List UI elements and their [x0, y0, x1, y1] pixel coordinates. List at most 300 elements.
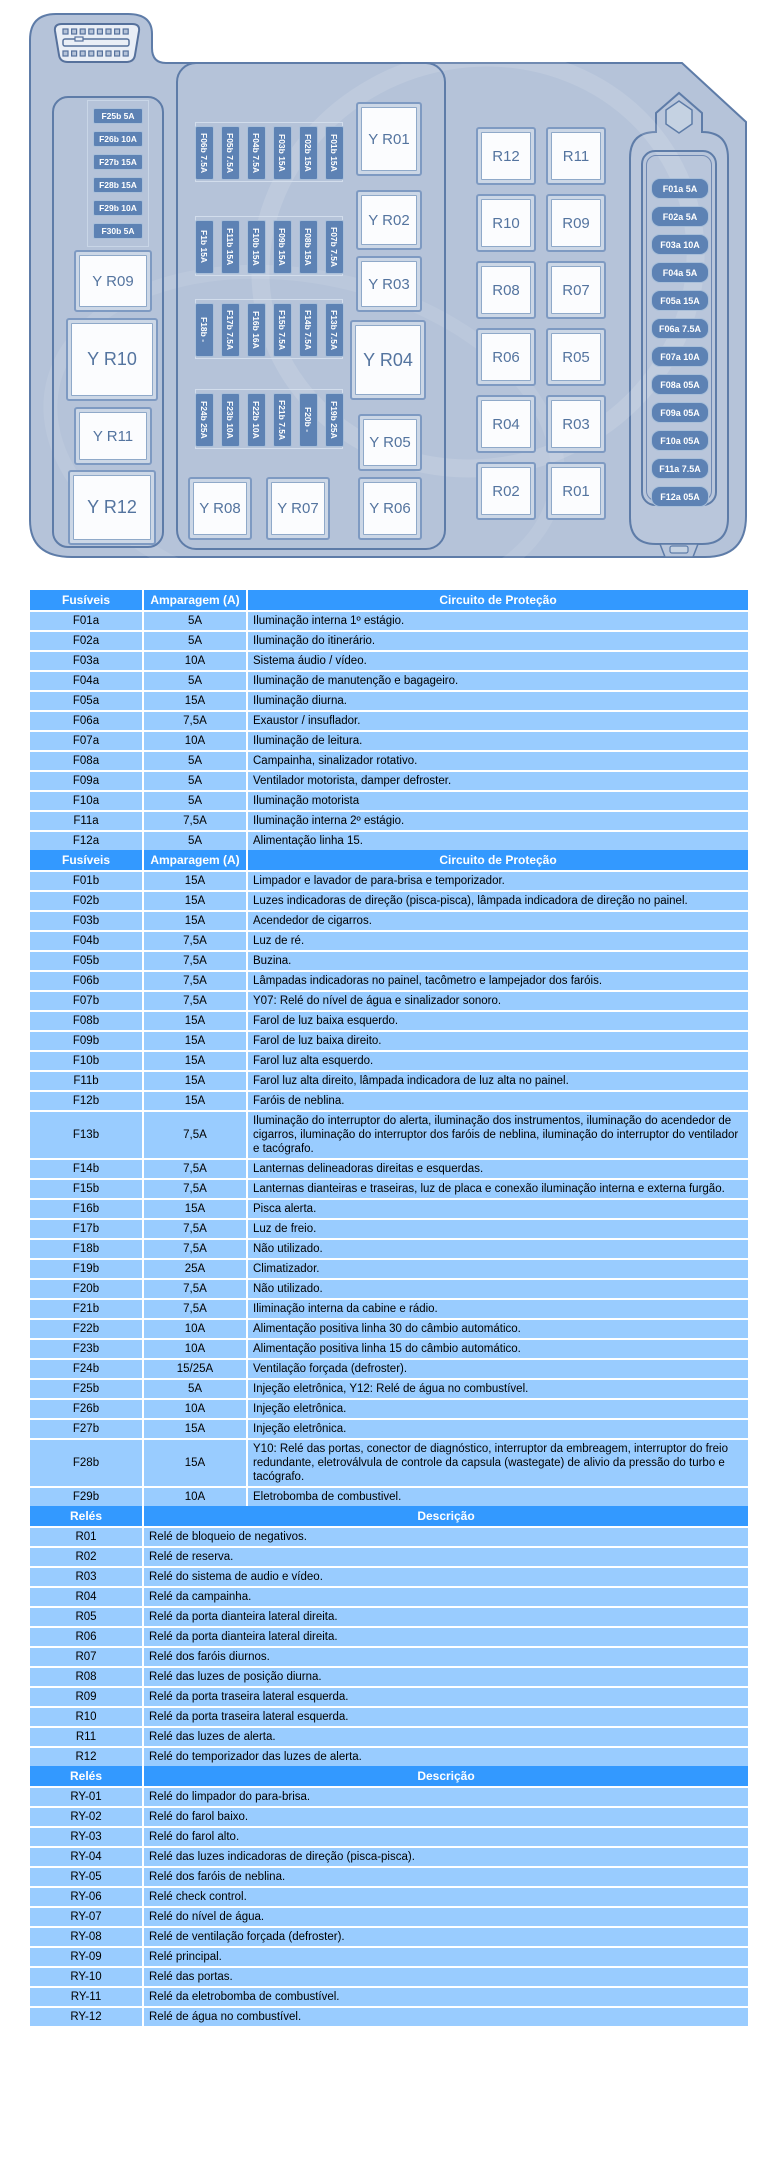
table-row: [30, 792, 748, 810]
table-row: [30, 1908, 748, 1926]
relay-id-cell: RY-04: [30, 1848, 142, 1866]
table-row: [30, 1340, 748, 1358]
table-row: [30, 652, 748, 670]
relay-id-cell: RY-08: [30, 1928, 142, 1946]
amperage-cell: 15A: [144, 1052, 246, 1070]
table-row: [30, 1588, 748, 1606]
relay-box-yr04: Y R04: [350, 320, 426, 400]
relay-box-yr06: Y R06: [358, 477, 422, 540]
connector-fuse-bank: [651, 178, 709, 507]
table-row: [30, 1988, 748, 2006]
relay-id-cell: RY-01: [30, 1788, 142, 1806]
circuit-cell: Luz de ré.: [248, 932, 748, 950]
amperage-cell: 5A: [144, 672, 246, 690]
table-row: [30, 1072, 748, 1090]
description-cell: Relé do limpador do para-brisa.: [144, 1788, 748, 1806]
header-description: Descrição: [144, 1766, 748, 1786]
fuse-id-cell: F03a: [30, 652, 142, 670]
relay-box-yr02: Y R02: [356, 190, 422, 250]
fuse-label: F03b 15A: [273, 126, 292, 180]
circuit-cell: Sistema áudio / vídeo.: [248, 652, 748, 670]
circuit-cell: Luz de freio.: [248, 1220, 748, 1238]
table-row: [30, 1400, 748, 1418]
fuse-id-cell: F11b: [30, 1072, 142, 1090]
amperage-cell: 25A: [144, 1260, 246, 1278]
fuse-label: F10a 05A: [651, 430, 709, 451]
table-row: [30, 932, 748, 950]
fuse-id-cell: F03b: [30, 912, 142, 930]
circuit-cell: Iluminação de leitura.: [248, 732, 748, 750]
fuse-label: F08b 15A: [299, 220, 318, 274]
circuit-cell: Injeção eletrônica, Y12: Relé de água no combustível.: [248, 1380, 748, 1398]
circuit-cell: Iluminação do interruptor do alerta, iluminação dos instrumentos, iluminação do acendedor de cigarros, iluminação do interruptor dos faróis de neblina, iluminação do interruptor do ventilador e tacógrafo.: [248, 1112, 748, 1158]
relay-id-cell: RY-05: [30, 1868, 142, 1886]
relay-box-yr01: Y R01: [356, 102, 422, 176]
description-cell: Relé principal.: [144, 1948, 748, 1966]
circuit-cell: Y10: Relé das portas, conector de diagnóstico, interruptor da embreagem, interruptor do freio redundante, eletroválvula de controle da capsula (wastegate) de alivio da pressão do turbo e tacógrafo.: [248, 1440, 748, 1486]
relay-box-yr03: Y R03: [356, 256, 422, 312]
description-cell: Relé das luzes de posição diurna.: [144, 1668, 748, 1686]
table-row: [30, 832, 748, 850]
amperage-cell: 15/25A: [144, 1360, 246, 1378]
fuse-label: F27b 15A: [93, 154, 143, 170]
fuse-label: F12a 05A: [651, 486, 709, 507]
fuse-id-cell: F18b: [30, 1240, 142, 1258]
fuse-label: F26b 10A: [93, 131, 143, 147]
relay-id-cell: RY-09: [30, 1948, 142, 1966]
amperage-cell: 7,5A: [144, 1280, 246, 1298]
table-row: [30, 1240, 748, 1258]
table-row: [30, 1688, 748, 1706]
fuse-label: F08a 05A: [651, 374, 709, 395]
fuse-label: F22b 10A: [247, 393, 266, 447]
fuse-id-cell: F04b: [30, 932, 142, 950]
table-row: [30, 1708, 748, 1726]
circuit-cell: Iluminação diurna.: [248, 692, 748, 710]
table-header-row: [30, 1766, 748, 1786]
fuse-id-cell: F05a: [30, 692, 142, 710]
fuse-label: F19b 25A: [325, 393, 344, 447]
fuse-id-cell: F07a: [30, 732, 142, 750]
fuse-id-cell: F13b: [30, 1112, 142, 1158]
relay-id-cell: RY-03: [30, 1828, 142, 1846]
table-row: [30, 912, 748, 930]
fuse-id-cell: F02b: [30, 892, 142, 910]
table-row: [30, 1868, 748, 1886]
fuse-id-cell: F24b: [30, 1360, 142, 1378]
fuse-label: F01b 15A: [325, 126, 344, 180]
table-row: [30, 1380, 748, 1398]
table-row: [30, 1748, 748, 1766]
fuse-id-cell: F23b: [30, 1340, 142, 1358]
fuse-id-cell: F09b: [30, 1032, 142, 1050]
fuse-label: F02a 5A: [651, 206, 709, 227]
fuse-label: F13b 7.5A: [325, 303, 344, 357]
table-row: [30, 1360, 748, 1378]
table-row: [30, 1160, 748, 1178]
table-row: [30, 1112, 748, 1158]
fuse-id-cell: F28b: [30, 1440, 142, 1486]
table-row: [30, 1608, 748, 1626]
amperage-cell: 7,5A: [144, 932, 246, 950]
table-row: [30, 2008, 748, 2026]
relay-box-yr12: Y R12: [68, 470, 156, 545]
fuse-label: F24b 25A: [195, 393, 214, 447]
amperage-cell: 5A: [144, 632, 246, 650]
amperage-cell: 15A: [144, 1420, 246, 1438]
table-row: [30, 1928, 748, 1946]
fuse-id-cell: F01b: [30, 872, 142, 890]
relay-id-cell: R11: [30, 1728, 142, 1746]
table-row: [30, 992, 748, 1010]
description-cell: Relé da porta dianteira lateral direita.: [144, 1628, 748, 1646]
fuse-id-cell: F07b: [30, 992, 142, 1010]
description-cell: Relé dos faróis de neblina.: [144, 1868, 748, 1886]
relay-id-cell: R06: [30, 1628, 142, 1646]
description-cell: Relé check control.: [144, 1888, 748, 1906]
relay-id-cell: R10: [30, 1708, 142, 1726]
fuse-label: F17b 7.5A: [221, 303, 240, 357]
fuse-bank-left: [87, 100, 149, 247]
amperage-cell: 7,5A: [144, 992, 246, 1010]
fuse-label: F16b 16A: [247, 303, 266, 357]
header-amperage: Amparagem (A): [144, 590, 246, 610]
fuse-label: F01a 5A: [651, 178, 709, 199]
housing-bottom-hole: [670, 546, 688, 553]
fuse-label: F09b 15A: [273, 220, 292, 274]
table-header-row: [30, 590, 748, 610]
description-cell: Relé da porta dianteira lateral direita.: [144, 1608, 748, 1626]
amperage-cell: 15A: [144, 1012, 246, 1030]
circuit-cell: Acendedor de cigarros.: [248, 912, 748, 930]
fuse-label: F05b 7.5A: [221, 126, 240, 180]
circuit-cell: Ventilador motorista, damper defroster.: [248, 772, 748, 790]
fuse-id-cell: F11a: [30, 812, 142, 830]
relay-box-yr05: Y R05: [358, 414, 422, 471]
amperage-cell: 15A: [144, 872, 246, 890]
fuse-id-cell: F22b: [30, 1320, 142, 1338]
header-relays: Relés: [30, 1506, 142, 1526]
description-cell: Relé do sistema de audio e vídeo.: [144, 1568, 748, 1586]
amperage-cell: 7,5A: [144, 812, 246, 830]
fuse-label: F07b 7.5A: [325, 220, 344, 274]
table-row: [30, 1420, 748, 1438]
relay-box-yr08: Y R08: [188, 477, 252, 540]
amperage-cell: 5A: [144, 772, 246, 790]
table-row: [30, 1828, 748, 1846]
fuse-label: F30b 5A: [93, 223, 143, 239]
fuse-label: F25b 5A: [93, 108, 143, 124]
circuit-cell: Y07: Relé do nível de água e sinalizador sonoro.: [248, 992, 748, 1010]
fuse-table-b: [30, 850, 748, 1506]
description-cell: Relé do farol baixo.: [144, 1808, 748, 1826]
amperage-cell: 10A: [144, 1320, 246, 1338]
relay-box-yr09: Y R09: [74, 250, 152, 312]
fuse-strip-row4: [195, 389, 343, 449]
relay-box: R11: [546, 127, 606, 185]
header-fuses: Fusíveis: [30, 850, 142, 870]
amperage-cell: 15A: [144, 1200, 246, 1218]
table-row: [30, 612, 748, 630]
relay-box: R05: [546, 328, 606, 386]
table-row: [30, 1280, 748, 1298]
table-row: [30, 752, 748, 770]
relay-id-cell: RY-10: [30, 1968, 142, 1986]
table-row: [30, 892, 748, 910]
amperage-cell: 7,5A: [144, 1220, 246, 1238]
header-relays: Relés: [30, 1766, 142, 1786]
circuit-cell: Exaustor / insuflador.: [248, 712, 748, 730]
fuse-id-cell: F15b: [30, 1180, 142, 1198]
fuse-id-cell: F02a: [30, 632, 142, 650]
description-cell: Relé do farol alto.: [144, 1828, 748, 1846]
description-cell: Relé da porta traseira lateral esquerda.: [144, 1708, 748, 1726]
table-row: [30, 952, 748, 970]
header-circuit: Circuito de Proteção: [248, 850, 748, 870]
circuit-cell: Limpador e lavador de para-brisa e temporizador.: [248, 872, 748, 890]
circuit-cell: Alimentação linha 15.: [248, 832, 748, 850]
fuse-label: F05a 15A: [651, 290, 709, 311]
circuit-cell: Lâmpadas indicadoras no painel, tacômetro e lampejador dos faróis.: [248, 972, 748, 990]
circuit-cell: Iluminação do itinerário.: [248, 632, 748, 650]
description-cell: Relé de ventilação forçada (defroster).: [144, 1928, 748, 1946]
amperage-cell: 15A: [144, 1092, 246, 1110]
description-cell: Relé da eletrobomba de combustível.: [144, 1988, 748, 2006]
relay-grid: [476, 127, 606, 520]
circuit-cell: Farol de luz baixa direito.: [248, 1032, 748, 1050]
table-row: [30, 1300, 748, 1318]
table-row: [30, 1320, 748, 1338]
amperage-cell: 7,5A: [144, 1112, 246, 1158]
table-row: [30, 972, 748, 990]
relay-box: R12: [476, 127, 536, 185]
fuse-label: F02b 15A: [299, 126, 318, 180]
relay-box: R02: [476, 462, 536, 520]
table-row: [30, 1548, 748, 1566]
amperage-cell: 15A: [144, 1440, 246, 1486]
amperage-cell: 10A: [144, 732, 246, 750]
amperage-cell: 5A: [144, 832, 246, 850]
header-amperage: Amparagem (A): [144, 850, 246, 870]
circuit-cell: Lanternas dianteiras e traseiras, luz de placa e conexão iluminação interna e externa furgão.: [248, 1180, 748, 1198]
amperage-cell: 7,5A: [144, 1160, 246, 1178]
table-row: [30, 1180, 748, 1198]
relay-box: R01: [546, 462, 606, 520]
fuse-id-cell: F21b: [30, 1300, 142, 1318]
description-cell: Relé das luzes indicadoras de direção (pisca-pisca).: [144, 1848, 748, 1866]
relay-box: R10: [476, 194, 536, 252]
table-header-row: [30, 1506, 748, 1526]
circuit-cell: Luzes indicadoras de direção (pisca-pisca), lâmpada indicadora de direção no painel.: [248, 892, 748, 910]
fuse-id-cell: F16b: [30, 1200, 142, 1218]
amperage-cell: 7,5A: [144, 1300, 246, 1318]
fuse-id-cell: F06a: [30, 712, 142, 730]
fuse-id-cell: F06b: [30, 972, 142, 990]
fuse-id-cell: F14b: [30, 1160, 142, 1178]
table-row: [30, 672, 748, 690]
description-cell: Relé do nível de água.: [144, 1908, 748, 1926]
circuit-cell: Alimentação positiva linha 30 do câmbio automático.: [248, 1320, 748, 1338]
table-row: [30, 1488, 748, 1506]
description-cell: Relé do temporizador das luzes de alerta.: [144, 1748, 748, 1766]
circuit-cell: Iluminação interna 1º estágio.: [248, 612, 748, 630]
table-row: [30, 1788, 748, 1806]
fuse-id-cell: F26b: [30, 1400, 142, 1418]
circuit-cell: Não utilizado.: [248, 1280, 748, 1298]
relay-id-cell: R04: [30, 1588, 142, 1606]
header-fuses: Fusíveis: [30, 590, 142, 610]
table-row: [30, 1628, 748, 1646]
table-row: [30, 1648, 748, 1666]
fuse-id-cell: F25b: [30, 1380, 142, 1398]
description-cell: Relé da porta traseira lateral esquerda.: [144, 1688, 748, 1706]
fuse-id-cell: F12a: [30, 832, 142, 850]
fuse-label: F06b 7.5A: [195, 126, 214, 180]
fuse-id-cell: F17b: [30, 1220, 142, 1238]
table-row: [30, 1848, 748, 1866]
fuse-id-cell: F19b: [30, 1260, 142, 1278]
fuse-label: F14b 7.5A: [299, 303, 318, 357]
table-row: [30, 712, 748, 730]
fuse-label: F1b 15A: [195, 220, 214, 274]
fuse-label: F03a 10A: [651, 234, 709, 255]
fuse-label: F10b 15A: [247, 220, 266, 274]
table-row: [30, 1092, 748, 1110]
circuit-cell: Farol luz alta esquerdo.: [248, 1052, 748, 1070]
amperage-cell: 7,5A: [144, 1240, 246, 1258]
header-description: Descrição: [144, 1506, 748, 1526]
relay-id-cell: RY-11: [30, 1988, 142, 2006]
circuit-cell: Iliminação interna da cabine e rádio.: [248, 1300, 748, 1318]
table-row: [30, 1728, 748, 1746]
table-row: [30, 1808, 748, 1826]
relay-id-cell: R05: [30, 1608, 142, 1626]
relay-id-cell: RY-02: [30, 1808, 142, 1826]
fuse-id-cell: F12b: [30, 1092, 142, 1110]
circuit-cell: Farol luz alta direito, lâmpada indicadora de luz alta no painel.: [248, 1072, 748, 1090]
description-cell: Relé dos faróis diurnos.: [144, 1648, 748, 1666]
circuit-cell: Lanternas delineadoras direitas e esquerdas.: [248, 1160, 748, 1178]
circuit-cell: Eletrobomba de combustivel.: [248, 1488, 748, 1506]
fuse-id-cell: F08b: [30, 1012, 142, 1030]
circuit-cell: Injeção eletrônica.: [248, 1420, 748, 1438]
fuse-id-cell: F01a: [30, 612, 142, 630]
circuit-cell: Ventilação forçada (defroster).: [248, 1360, 748, 1378]
table-row: [30, 1888, 748, 1906]
fuse-id-cell: F08a: [30, 752, 142, 770]
circuit-cell: Não utilizado.: [248, 1240, 748, 1258]
circuit-cell: Farol de luz baixa esquerdo.: [248, 1012, 748, 1030]
fuse-id-cell: F04a: [30, 672, 142, 690]
amperage-cell: 5A: [144, 792, 246, 810]
amperage-cell: 7,5A: [144, 972, 246, 990]
circuit-cell: Pisca alerta.: [248, 1200, 748, 1218]
table-row: [30, 872, 748, 890]
amperage-cell: 10A: [144, 652, 246, 670]
relay-id-cell: R08: [30, 1668, 142, 1686]
fuse-box-diagram: [0, 0, 776, 575]
table-row: [30, 1032, 748, 1050]
relay-table-ry: [30, 1766, 748, 2026]
circuit-cell: Iluminação interna 2º estágio.: [248, 812, 748, 830]
relay-id-cell: R02: [30, 1548, 142, 1566]
relay-id-cell: RY-07: [30, 1908, 142, 1926]
amperage-cell: 7,5A: [144, 1180, 246, 1198]
table-row: [30, 1668, 748, 1686]
fuse-strip-row3: [195, 299, 343, 359]
relay-id-cell: R09: [30, 1688, 142, 1706]
amperage-cell: 7,5A: [144, 952, 246, 970]
fuse-id-cell: F10a: [30, 792, 142, 810]
table-row: [30, 1968, 748, 1986]
fuse-label: F11b 15A: [221, 220, 240, 274]
description-cell: Relé da campainha.: [144, 1588, 748, 1606]
fuse-label: F04a 5A: [651, 262, 709, 283]
relay-id-cell: R03: [30, 1568, 142, 1586]
amperage-cell: 10A: [144, 1340, 246, 1358]
relay-box: R06: [476, 328, 536, 386]
fuse-label: F07a 10A: [651, 346, 709, 367]
amperage-cell: 15A: [144, 1072, 246, 1090]
amperage-cell: 10A: [144, 1400, 246, 1418]
relay-table-r: [30, 1506, 748, 1766]
circuit-cell: Iluminação de manutenção e bagageiro.: [248, 672, 748, 690]
table-row: [30, 1528, 748, 1546]
table-row: [30, 812, 748, 830]
relay-box: R03: [546, 395, 606, 453]
table-row: [30, 1568, 748, 1586]
table-row: [30, 732, 748, 750]
fuse-label: F15b 7.5A: [273, 303, 292, 357]
amperage-cell: 7,5A: [144, 712, 246, 730]
amperage-cell: 15A: [144, 692, 246, 710]
fuse-id-cell: F10b: [30, 1052, 142, 1070]
description-cell: Relé das portas.: [144, 1968, 748, 1986]
fuse-label: F29b 10A: [93, 200, 143, 216]
fuse-label: F28b 15A: [93, 177, 143, 193]
fuse-id-cell: F27b: [30, 1420, 142, 1438]
amperage-cell: 15A: [144, 892, 246, 910]
obd-connector-icon: [55, 24, 139, 62]
table-row: [30, 1440, 748, 1486]
amperage-cell: 5A: [144, 1380, 246, 1398]
description-cell: Relé das luzes de alerta.: [144, 1728, 748, 1746]
description-cell: Relé de água no combustível.: [144, 2008, 748, 2026]
table-row: [30, 1220, 748, 1238]
fuse-label: F04b 7.5A: [247, 126, 266, 180]
fuse-label: F09a 05A: [651, 402, 709, 423]
relay-id-cell: R12: [30, 1748, 142, 1766]
relay-box: R07: [546, 261, 606, 319]
relay-box: R04: [476, 395, 536, 453]
table-row: [30, 1260, 748, 1278]
amperage-cell: 10A: [144, 1488, 246, 1506]
fuse-label: F23b 10A: [221, 393, 240, 447]
amperage-cell: 5A: [144, 612, 246, 630]
relay-id-cell: R07: [30, 1648, 142, 1666]
fuse-label: F11a 7.5A: [651, 458, 709, 479]
table-row: [30, 1052, 748, 1070]
fuse-table-a: [30, 590, 748, 850]
relay-box-yr11: Y R11: [74, 407, 152, 465]
circuit-cell: Buzina.: [248, 952, 748, 970]
relay-id-cell: R01: [30, 1528, 142, 1546]
table-row: [30, 1012, 748, 1030]
fuse-id-cell: F09a: [30, 772, 142, 790]
fuse-strip-row1: [195, 122, 343, 182]
relay-box: R08: [476, 261, 536, 319]
relay-id-cell: RY-06: [30, 1888, 142, 1906]
